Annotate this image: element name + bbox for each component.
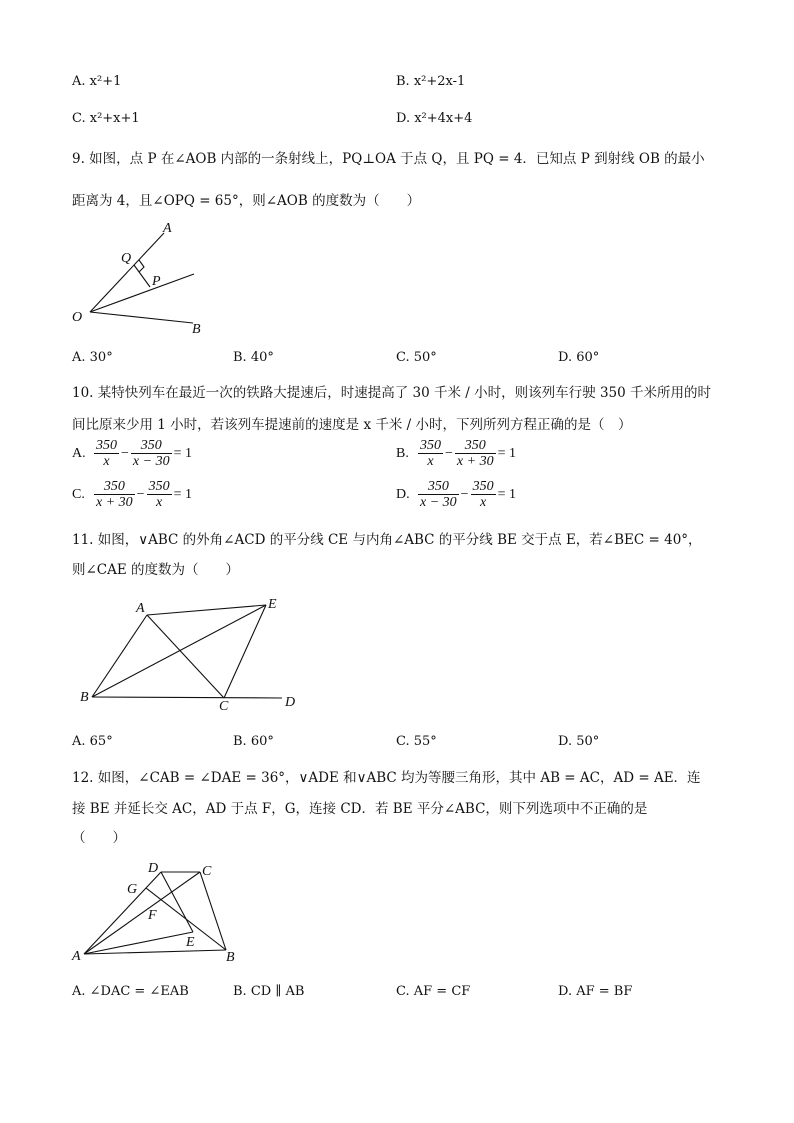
- q11-segment-be: [92, 605, 266, 697]
- q12-option-c: C. AF = CF: [396, 984, 471, 999]
- q11-stem-line1: 11. 如图，∨ABC 的外角∠ACD 的平分线 CE 与内角∠ABC 的平分线 BE 交于点 E，若∠BEC = 40°，: [72, 532, 702, 548]
- q11-segment-bd: [92, 697, 282, 698]
- q12-label-f: F: [148, 908, 157, 923]
- q11-label-e: E: [268, 597, 277, 612]
- q11-figure: [76, 593, 306, 718]
- q10-option-c: C. $\frac{350}{x + 30}$ − $\frac{350}{x}$ = 1: [72, 479, 192, 510]
- q11-segment-ac: [147, 615, 224, 698]
- q11-label-d: D: [285, 695, 296, 710]
- q9-right-angle-mark: [139, 260, 144, 272]
- q10-stem-line2: 间比原来少用 1 小时，若该列车提速前的速度是 x 千米 / 小时，下列所列方程正确的是（ ）: [72, 417, 632, 433]
- q11-segment-ab: [92, 615, 147, 697]
- q9-ray-oa: [90, 233, 164, 312]
- q12-label-b: B: [226, 950, 235, 965]
- q8-option-b: B. x²+2x-1: [396, 74, 466, 89]
- q11-segment-ce: [224, 605, 266, 698]
- q9-option-a: A. 30°: [72, 350, 113, 365]
- q9-figure: [66, 214, 216, 339]
- q9-stem-line2: 距离为 4，且∠OPQ = 65°，则∠AOB 的度数为（ ）: [72, 193, 421, 209]
- q8-option-d: D. x²+4x+4: [396, 111, 473, 126]
- q9-option-b: B. 40°: [233, 350, 274, 365]
- q9-label-p: P: [152, 274, 161, 289]
- q10-option-a: A. $\frac{350}{x}$ − $\frac{350}{x - 30}$ = 1: [72, 438, 192, 469]
- q9-ray-ob: [90, 312, 193, 323]
- q11-option-d: D. 50°: [558, 734, 600, 749]
- q12-label-c: C: [202, 864, 212, 879]
- q9-option-c: C. 50°: [396, 350, 437, 365]
- q12-figure: [66, 852, 246, 967]
- q12-stem-line2: 接 BE 并延长交 AC，AD 于点 F，G，连接 CD．若 BE 平分∠ABC，则下列选项中不正确的是: [72, 801, 648, 817]
- q8-option-a: A. x²+1: [72, 74, 122, 89]
- q12-segment-cb: [200, 872, 226, 950]
- q11-label-a: A: [136, 601, 145, 616]
- q12-label-d: D: [148, 861, 159, 876]
- q12-option-b: B. CD ∥ AB: [233, 984, 305, 999]
- q12-option-a: A. ∠DAC = ∠EAB: [72, 984, 189, 999]
- q8-option-c: C. x²+x+1: [72, 111, 140, 126]
- q12-stem-line1: 12. 如图，∠CAB = ∠DAE = 36°，∨ADE 和∨ABC 均为等腰三角形，其中 AB = AC，AD = AE．连: [72, 770, 701, 786]
- q11-stem-line2: 则∠CAE 的度数为（ ）: [72, 562, 240, 578]
- q9-label-o: O: [72, 310, 83, 325]
- q9-option-d: D. 60°: [558, 350, 600, 365]
- q11-label-c: C: [219, 699, 229, 714]
- q12-option-d: D. AF = BF: [558, 984, 633, 999]
- q10-option-d: D. $\frac{350}{x - 30}$ − $\frac{350}{x}$ = 1: [396, 479, 516, 510]
- q10-stem-line1: 10. 某特快列车在最近一次的铁路大提速后，时速提高了 30 千米 / 小时，则该列车行驶 350 千米所用的时: [72, 385, 712, 401]
- q12-segment-ab: [84, 950, 226, 954]
- q11-option-c: C. 55°: [396, 734, 437, 749]
- q12-label-g: G: [127, 882, 138, 897]
- q11-segment-ae: [147, 605, 266, 615]
- q12-label-a: A: [72, 949, 81, 964]
- q12-label-e: E: [186, 935, 195, 950]
- q10-option-b: B. $\frac{350}{x}$ − $\frac{350}{x + 30}$ = 1: [396, 438, 516, 469]
- q9-stem-line1: 9. 如图，点 P 在∠AOB 内部的一条射线上，PQ⊥OA 于点 Q，且 PQ = 4．已知点 P 到射线 OB 的最小: [72, 151, 705, 167]
- q11-option-b: B. 60°: [233, 734, 274, 749]
- q11-option-a: A. 65°: [72, 734, 113, 749]
- q12-stem-line3: （ ）: [72, 830, 126, 846]
- q11-label-b: B: [80, 690, 89, 705]
- q9-ray-op: [90, 274, 194, 312]
- q9-label-q: Q: [121, 251, 132, 266]
- q9-label-a: A: [163, 221, 172, 236]
- q9-label-b: B: [192, 322, 201, 337]
